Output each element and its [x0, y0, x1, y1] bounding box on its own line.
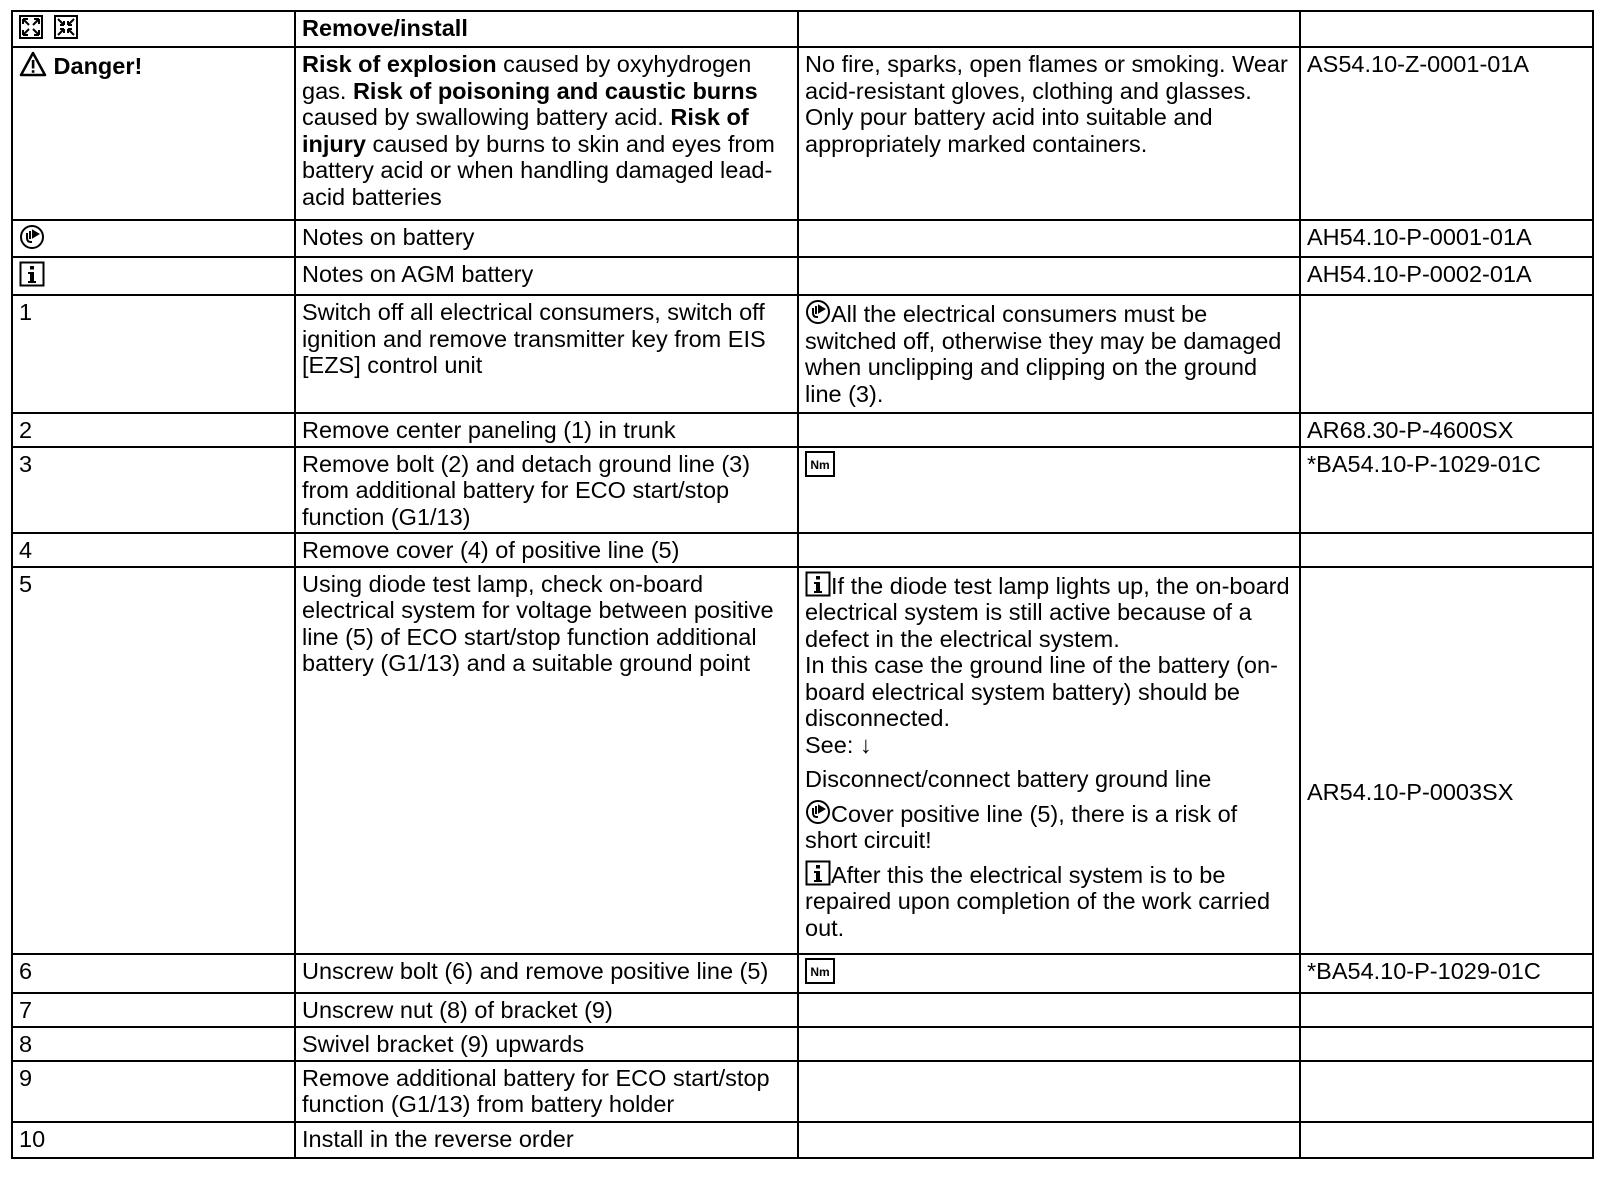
procedure-table: [11, 10, 1594, 1159]
step-row: [12, 993, 1593, 1027]
step-ref[interactable]: *BA54.10-P-1029-01C: [1300, 954, 1593, 993]
header-empty-cell: [1300, 11, 1593, 47]
linked-procedure[interactable]: Disconnect/connect battery ground line: [805, 766, 1212, 792]
expand-icon[interactable]: [19, 15, 43, 39]
step-ref: [1300, 1027, 1593, 1061]
caution-icon: [805, 299, 831, 325]
step-number: 3: [12, 447, 295, 534]
step-text: Remove cover (4) of positive line (5): [295, 533, 798, 567]
note-text: Notes on AGM battery: [295, 257, 798, 295]
info-icon: [805, 860, 831, 886]
step-note: [798, 447, 1300, 534]
caution-note: Cover positive line (5), there is a risk of short circuit!: [805, 800, 1238, 853]
step-row: [12, 447, 1593, 534]
step-ref: [1300, 1122, 1593, 1158]
note-icon-cell: [12, 220, 295, 257]
linked-procedure-ref[interactable]: AR54.10-P-0003SX: [1307, 778, 1514, 805]
note-empty-cell: [798, 257, 1300, 295]
danger-label: Danger!: [53, 53, 143, 79]
note-ref[interactable]: AH54.10-P-0002-01A: [1300, 257, 1593, 295]
step-number: 5: [12, 567, 295, 954]
collapse-icon[interactable]: [54, 15, 78, 39]
svg-text:Nm: Nm: [810, 964, 830, 979]
step-text: Install in the reverse order: [295, 1122, 798, 1158]
step-text: Switch off all electrical consumers, switch off ignition and remove transmitter key from EIS [EZS] control unit: [295, 295, 798, 413]
header-empty-cell: [798, 11, 1300, 47]
svg-text:Nm: Nm: [810, 457, 830, 472]
info-icon: [805, 571, 831, 597]
step-note: [798, 1122, 1300, 1158]
step-text: Remove bolt (2) and detach ground line (3) from additional battery for ECO start/stop function (G1/13): [295, 447, 798, 534]
danger-cell: [12, 47, 295, 220]
step-text: Using diode test lamp, check on-board electrical system for voltage between positive line (5) of ECO start/stop function additional battery (G1/13) and a suitable ground point: [295, 567, 798, 954]
info-icon: [19, 261, 45, 287]
note-row: [12, 220, 1593, 257]
step-row: [12, 954, 1593, 993]
step-ref: [1300, 1061, 1593, 1122]
step-number: 9: [12, 1061, 295, 1122]
see-reference: See: ↓: [805, 731, 872, 758]
step-note: [798, 567, 1300, 954]
note-empty-cell: [798, 220, 1300, 257]
step-ref: [1300, 993, 1593, 1027]
step-row: [12, 413, 1593, 447]
header-icons-cell: [12, 11, 295, 47]
info-note-continued: In this case the ground line of the battery (on-board electrical system battery) should be disconnected.: [805, 652, 1278, 731]
header-title: Remove/install: [295, 11, 798, 47]
step-note: [798, 533, 1300, 567]
step-row: [12, 295, 1593, 413]
step-ref: [1300, 567, 1593, 954]
info-note: After this the electrical system is to be repaired upon completion of the work carried out.: [805, 861, 1271, 941]
step-text: Remove center paneling (1) in trunk: [295, 413, 798, 447]
step-note: [798, 413, 1300, 447]
step-number: 1: [12, 295, 295, 413]
step-note: [798, 1061, 1300, 1122]
step-number: 2: [12, 413, 295, 447]
safety-measures: No fire, sparks, open flames or smoking. Wear acid-resistant gloves, clothing and glasses. Only pour battery acid into suitable and appropriately marked containers.: [798, 47, 1300, 220]
step-note: [798, 993, 1300, 1027]
caution-icon: [19, 224, 45, 250]
step-ref[interactable]: *BA54.10-P-1029-01C: [1300, 447, 1593, 534]
step-text: Unscrew bolt (6) and remove positive line (5): [295, 954, 798, 993]
header-row: [12, 11, 1593, 47]
note-text: Notes on battery: [295, 220, 798, 257]
step-row: [12, 567, 1593, 954]
step-note: [798, 954, 1300, 993]
step-row: [12, 1027, 1593, 1061]
step-ref: [1300, 295, 1593, 413]
step-number: 7: [12, 993, 295, 1027]
risk-description: Risk of explosion caused by oxyhydrogen gas. Risk of poisoning and caustic burns caused by swallowing battery acid. Risk of injury caused by burns to skin and eyes from battery acid or when handling damaged lead-acid batteries: [295, 47, 798, 220]
step-number: 4: [12, 533, 295, 567]
step-text: Swivel bracket (9) upwards: [295, 1027, 798, 1061]
warning-triangle-icon: [19, 51, 47, 77]
step-number: 6: [12, 954, 295, 993]
note-icon-cell: [12, 257, 295, 295]
step-number: 8: [12, 1027, 295, 1061]
step-row: [12, 533, 1593, 567]
step-number: 10: [12, 1122, 295, 1158]
step-ref[interactable]: AR68.30-P-4600SX: [1300, 413, 1593, 447]
step-text: Remove additional battery for ECO start/stop function (G1/13) from battery holder: [295, 1061, 798, 1122]
caution-icon: [805, 799, 831, 825]
step-row: [12, 1061, 1593, 1122]
torque-nm-icon[interactable]: [805, 958, 835, 984]
safety-ref[interactable]: AS54.10-Z-0001-01A: [1300, 47, 1593, 220]
safety-row: [12, 47, 1593, 220]
step-text: Unscrew nut (8) of bracket (9): [295, 993, 798, 1027]
step-note: All the electrical consumers must be switched off, otherwise they may be damaged when unclipping and clipping on the ground line (3).: [798, 295, 1300, 413]
torque-nm-icon[interactable]: [805, 451, 835, 477]
info-note: If the diode test lamp lights up, the on-board electrical system is still active because of a defect in the electrical system.: [805, 572, 1290, 652]
step-ref: [1300, 533, 1593, 567]
note-row: [12, 257, 1593, 295]
step-row: [12, 1122, 1593, 1158]
note-ref[interactable]: AH54.10-P-0001-01A: [1300, 220, 1593, 257]
step-note: [798, 1027, 1300, 1061]
